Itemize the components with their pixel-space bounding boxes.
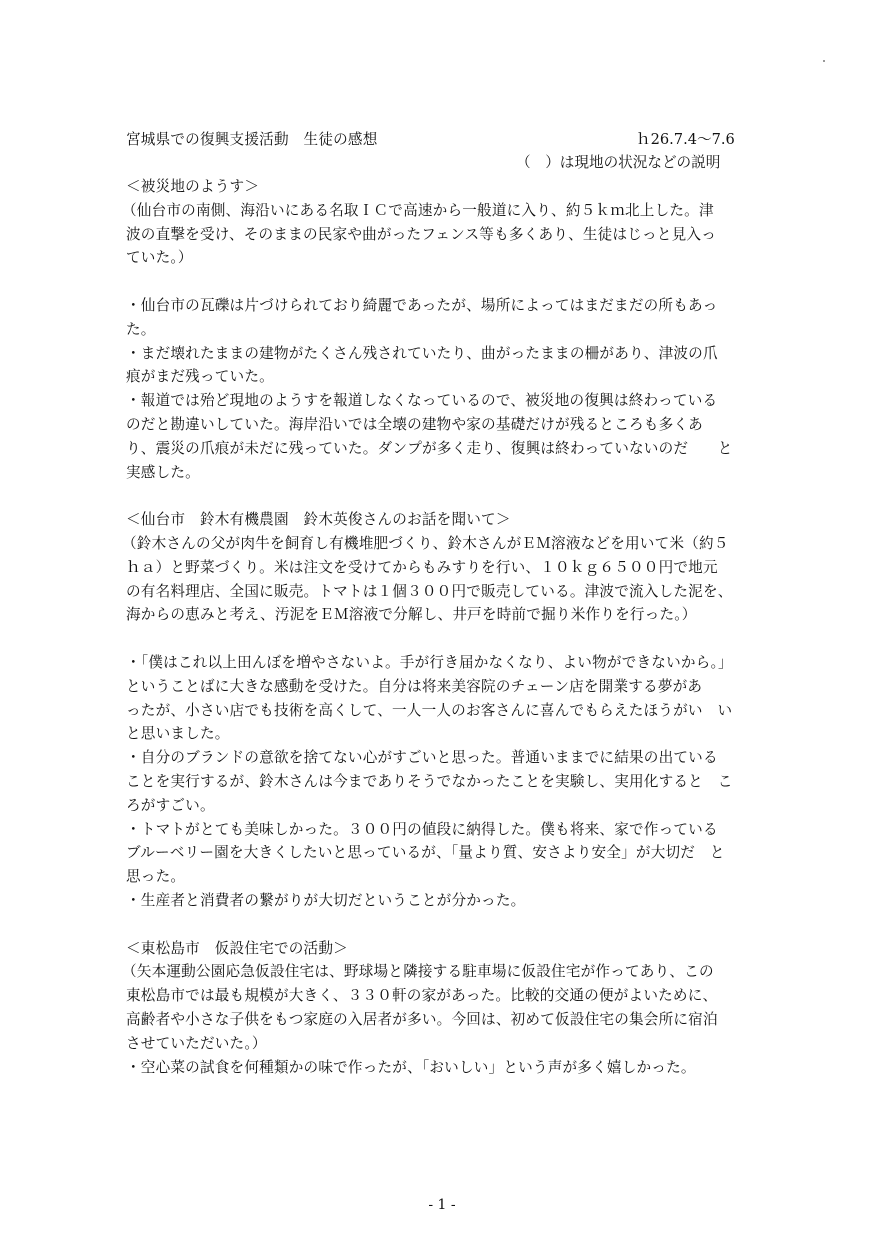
body-line: ということばに大きな感動を受けた。自分は将来美容院のチェーン店を開業する夢があ xyxy=(126,677,703,695)
document-date: ｈ26.7.4～7.6 xyxy=(636,131,735,148)
body-line: 海からの恵みと考え、汚泥をＥＭ溶液で分解し、井戸を時前で掘り米作りを行った。） xyxy=(126,606,697,624)
body-line: ・「僕はこれ以上田んぼを増やさないよ。手が行き届かなくなり、よい物ができないから。」 xyxy=(126,654,733,671)
body-line: 波の直撃を受け、そのままの民家や曲がったフェンス等も多くあり、生徒はじっと見入っ xyxy=(126,225,717,243)
body-line: ・報道では殆ど現地のようすを報道しなくなっているので、被災地の復興は終わっている xyxy=(126,392,718,410)
body-line: 思った。 xyxy=(126,868,186,886)
body-line: ていた。） xyxy=(126,249,193,267)
body-line: 東松島市では最も規模が大きく、３３０軒の家があった。比較的交通の便がよいために、 xyxy=(126,987,718,1005)
body-line: ろがすごい。 xyxy=(126,796,215,814)
body-line: 痕がまだ残っていた。 xyxy=(126,368,274,386)
context-note-line: （矢本運動公園応急仮設住宅は、野球場と隣接する駐車場に仮設住宅が作ってあり、この xyxy=(122,963,714,981)
body-line: ・仙台市の瓦礫は片づけられており綺麗であったが、場所によってはまだまだの所もあっ xyxy=(126,297,718,314)
body-line: ・空心菜の試食を何種類かの味で作ったが、「おいしい」という声が多く嬉しかった。 xyxy=(126,1058,696,1076)
body-line: ・生産者と消費者の繋がりが大切だということが分かった。 xyxy=(126,892,526,909)
body-line: ・まだ壊れたままの建物がたくさん残されていたり、曲がったままの柵があり、津波の爪 xyxy=(126,344,718,362)
body-line: させていただいた。） xyxy=(126,1034,267,1052)
section-heading: ＜被災地のようす＞ xyxy=(126,178,260,195)
legend-note: （ ）は現地の状況などの説明 xyxy=(516,154,721,171)
body-line: ｈａ）と野菜づくり。米は注文を受けてからもみすりを行い、１０ｋｇ６５００円で地元 xyxy=(126,558,718,576)
body-line: ・トマトがとても美味しかった。３００円の値段に納得した。僕も将来、家で作っている xyxy=(126,820,718,838)
body-line: の有名料理店、全国に販売。トマトは１個３００円で販売している。津波で流入した泥を、 xyxy=(126,582,733,600)
context-note-line: （鈴木さんの父が肉牛を飼育し有機堆肥づくり、鈴木さんがＥＭ溶液などを用いて米（約５ xyxy=(122,535,729,552)
body-line: のだと勘違いしていた。海岸沿いでは全壊の建物や家の基礎だけが残るところも多くあ xyxy=(126,416,703,433)
document-title: 宮城県での復興支援活動 生徒の感想 xyxy=(126,131,378,148)
section-heading: ＜仙台市 鈴木有機農園 鈴木英俊さんのお話を聞いて＞ xyxy=(126,511,511,529)
body-line: り、震災の爪痕が未だに残っていた。ダンプが多く走り、復興は終わっていないのだ と xyxy=(126,439,733,457)
context-note-line: （仙台市の南側、海沿いにある名取ＩＣで高速から一般道に入り、約５ｋｍ北上した。津 xyxy=(122,201,714,219)
page-number: - 1 - xyxy=(428,1197,456,1213)
body-line: 高齢者や小さな子供をもつ家庭の入居者が多い。今回は、初めて仮設住宅の集会所に宿泊 xyxy=(126,1011,718,1028)
body-line: ことを実行するが、鈴木さんは今までありそうでなかったことを実験し、実用化すると こ xyxy=(126,773,733,790)
body-line: 実感した。 xyxy=(126,463,200,481)
body-line: と思いました。 xyxy=(126,725,230,743)
scan-speck xyxy=(823,60,825,62)
body-line: ブルーベリー園を大きくしたいと思っているが、「量より質、安さより安全」が大切だ と xyxy=(126,844,725,862)
body-line: ・自分のブランドの意欲を捨てない心がすごいと思った。普通いままでに結果の出ている xyxy=(126,749,718,767)
section-heading: ＜東松島市 仮設住宅での活動＞ xyxy=(126,939,348,957)
body-line: た。 xyxy=(126,320,156,338)
body-line: ったが、小さい店でも技術を高くして、一人一人のお客さんに喜んでもらえたほうがい い xyxy=(126,701,733,719)
